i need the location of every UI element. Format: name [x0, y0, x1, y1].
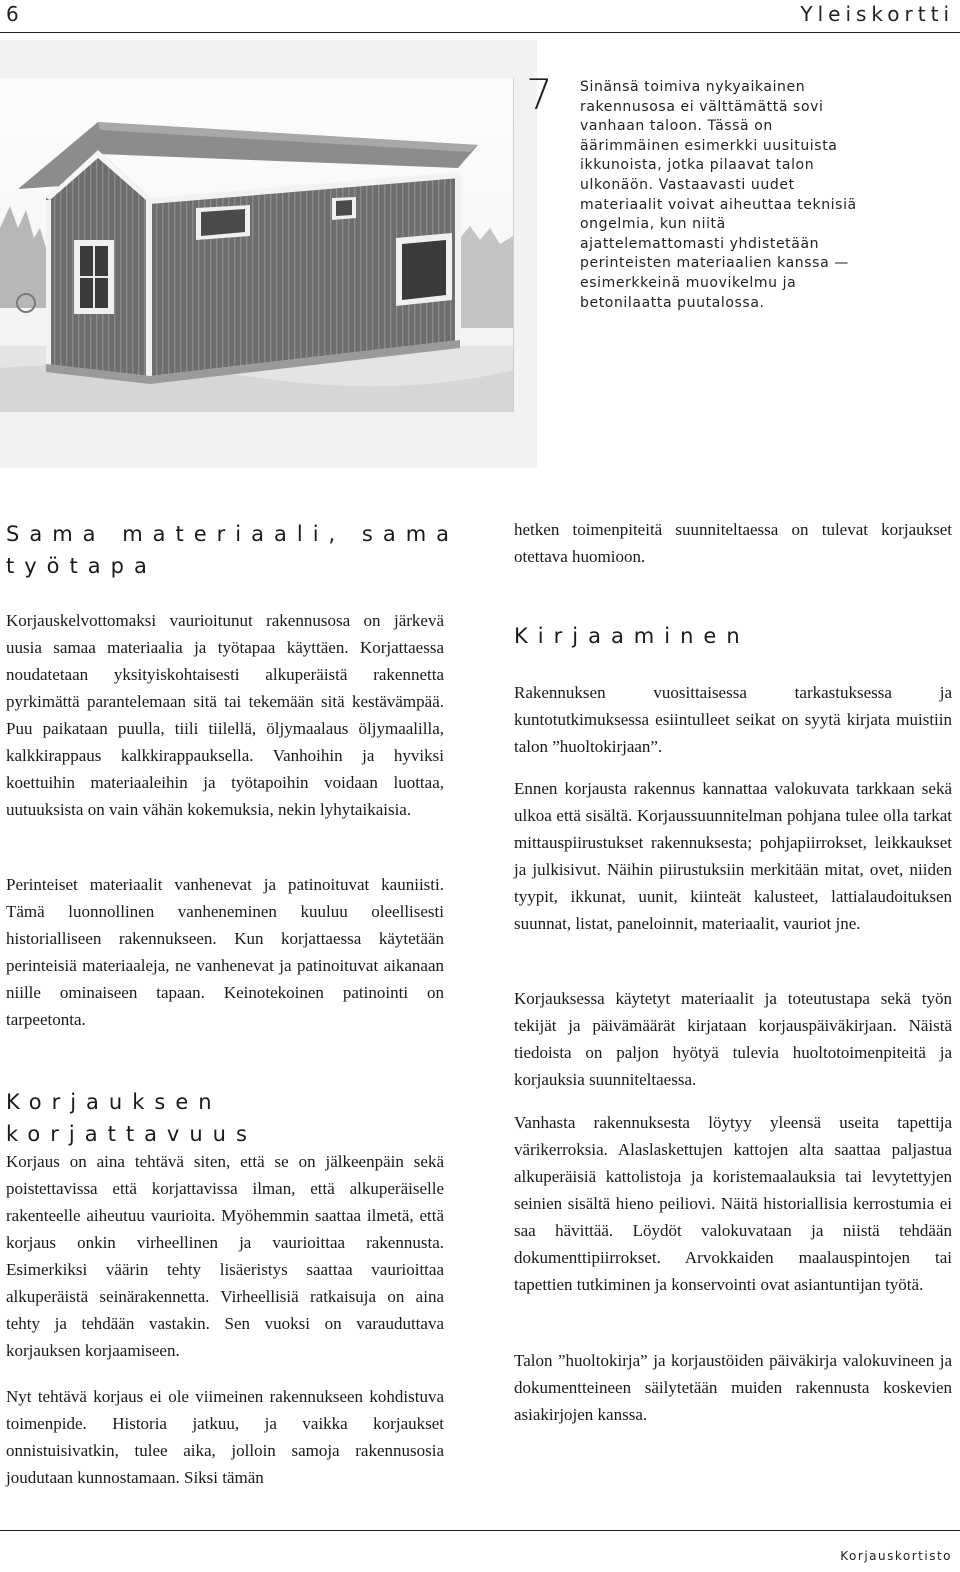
paragraph-text: Korjaus on aina tehtävä siten, että se on jälkeenpäin sekä poistettavissa että korjattavissa ilman, että alkuperäiselle rakenteelle aiheutuu vaurioita. Myöhemmin saattaa ilmetä, että korjaus onkin virheellinen ja vaurioittaa rakennusta. Esimerkiksi väärin tehty lisäeristys saattaa vaurioittaa alkuperäistä seinärakennetta. Virheellisiä ratkaisuja on aina tehty ja tehdään vastakin. Sen vuoksi on varauduttava korjauksen korjaamiseen.	[6, 1152, 444, 1360]
figure-number: 7	[526, 70, 553, 119]
paragraph-historical-layers	[514, 1109, 952, 1298]
paragraph-text: Korjauksessa käytetyt materiaalit ja toteutustapa sekä työn tekijät ja päivämäärät kirjataan korjauspäiväkirjaan. Näistä tiedoista on paljon hyötyä tulevia huoltotoimenpiteitä ja korjauksia suunniteltaessa.	[514, 989, 952, 1089]
footer-label: Korjauskortisto	[840, 1549, 952, 1563]
header-rule	[0, 32, 960, 33]
paragraph-documentation	[514, 775, 952, 937]
paragraph-reversibility	[6, 1148, 444, 1364]
heading-kirjaaminen: Kirjaaminen	[514, 624, 750, 648]
paragraph-patina	[6, 871, 444, 1033]
paragraph-text: Talon ”huoltokirja” ja korjaustöiden päiväkirja valokuvineen ja dokumentteineen säilytetään muiden rakennusta koskevien asiakirjojen kanssa.	[514, 1351, 952, 1424]
figure-caption: Sinänsä toimiva nykyaikainen rakennusosa ei välttämättä sovi vanhaan taloon. Tässä on äärimmäinen esimerkki uusituista ikkunoista, jotka pilaavat talon ulkonäön. Vastaavasti uudet materiaalit voivat aiheuttaa teknisiä ongelmia, kun niitä ajattelemattomasti yhdistetään perinteisten materiaalien kanssa — esimerkkeinä muovikelmu ja betonilaatta puutalossa.	[580, 79, 857, 311]
page-number: 6	[6, 2, 19, 26]
paragraph-text: Perinteiset materiaalit vanhenevat ja patinoituvat kauniisti. Tämä luonnollinen vanheneminen kuuluu oleellisesti historialliseen rakennukseen. Kun korjattaessa käytetään perinteisiä materiaaleja, ne vanhenevat ja patinoituvat aikanaan niille ominaiseen tapaan. Keinotekoinen patinointi on tarpeetonta.	[6, 875, 444, 1029]
heading-korjauksen-korjattavuus: Korjauksen korjattavuus	[6, 1090, 257, 1146]
paragraph-future-repairs	[6, 1383, 444, 1491]
heading-sama-materiaali: Sama materiaali, sama työtapa	[6, 522, 460, 578]
paragraph-text: Rakennuksen vuosittaisessa tarkastuksessa ja kuntotutkimuksessa esiintulleet seikat on syytä kirjata muistiin talon ”huoltokirjaan”.	[514, 683, 952, 756]
section-title: Yleiskortti	[800, 2, 954, 26]
paragraph-continuation	[514, 516, 952, 570]
paragraph-inspection-log	[514, 679, 952, 760]
house-photo	[0, 78, 514, 412]
paragraph-service-book	[514, 1347, 952, 1428]
paragraph-same-material	[6, 607, 444, 823]
footer-rule	[0, 1530, 960, 1531]
paragraph-text: Vanhasta rakennuksesta löytyy yleensä useita tapettija värikerroksia. Alaslaskettujen kattojen alta saattaa paljastua alkuperäisiä kattolistoja ja koristemaalauksia tai levytettyjen seinien sisältä hieno peiliovi. Näitä historiallisia kerrostumia ei saa hävittää. Löydöt valokuvataan ja niistä tehdään dokumenttipiirrokset. Arvokkaiden maalauspintojen tai tapettien tutkiminen ja konservointi ovat asiantuntijan työtä.	[514, 1113, 952, 1294]
paragraph-text: Nyt tehtävä korjaus ei ole viimeinen rakennukseen kohdistuva toimenpide. Historia jatkuu, ja vaikka korjaukset onnistuisivatkin, tulee aika, jolloin samoja rakennusosia joudutaan kunnostamaan. Siksi tämän	[6, 1387, 444, 1487]
paragraph-repair-diary	[514, 985, 952, 1093]
paragraph-text: hetken toimenpiteitä suunniteltaessa on tulevat korjaukset otettava huomioon.	[514, 520, 952, 566]
paragraph-text: Ennen korjausta rakennus kannattaa valokuvata tarkkaan sekä ulkoa että sisältä. Korjaussuunnitelman pohjana tulee olla tarkat mittauspiirustukset rakennuksesta; pohjapiirrokset, leikkaukset ja julkisivut. Näihin piirustuksiin merkitään mitat, ovet, niiden tyypit, ikkunat, uunit, kiinteät kalusteet, lattialaudoituksen suunnat, listat, paneloinnit, materiaalit, vauriot jne.	[514, 779, 952, 933]
paragraph-text: Korjauskelvottomaksi vaurioitunut rakennusosa on järkevä uusia samaa materiaalia ja työtapaa käyttäen. Korjattaessa noudatetaan yksityiskohtaisesti alkuperäistä rakennetta pyrkimättä parantelemaan sitä tai tekemään sitä kestävämpää. Puu paikataan puulla, tiili tiilellä, öljymaalaus öljymaalilla, kalkkirappaus kalkkirappauksella. Vanhoihin ja hyviksi koettuihin materiaaleihin ja työtapoihin voidaan luottaa, uutuuksista on vain vähän kokemuksia, nekin lyhytaikaisia.	[6, 611, 444, 819]
